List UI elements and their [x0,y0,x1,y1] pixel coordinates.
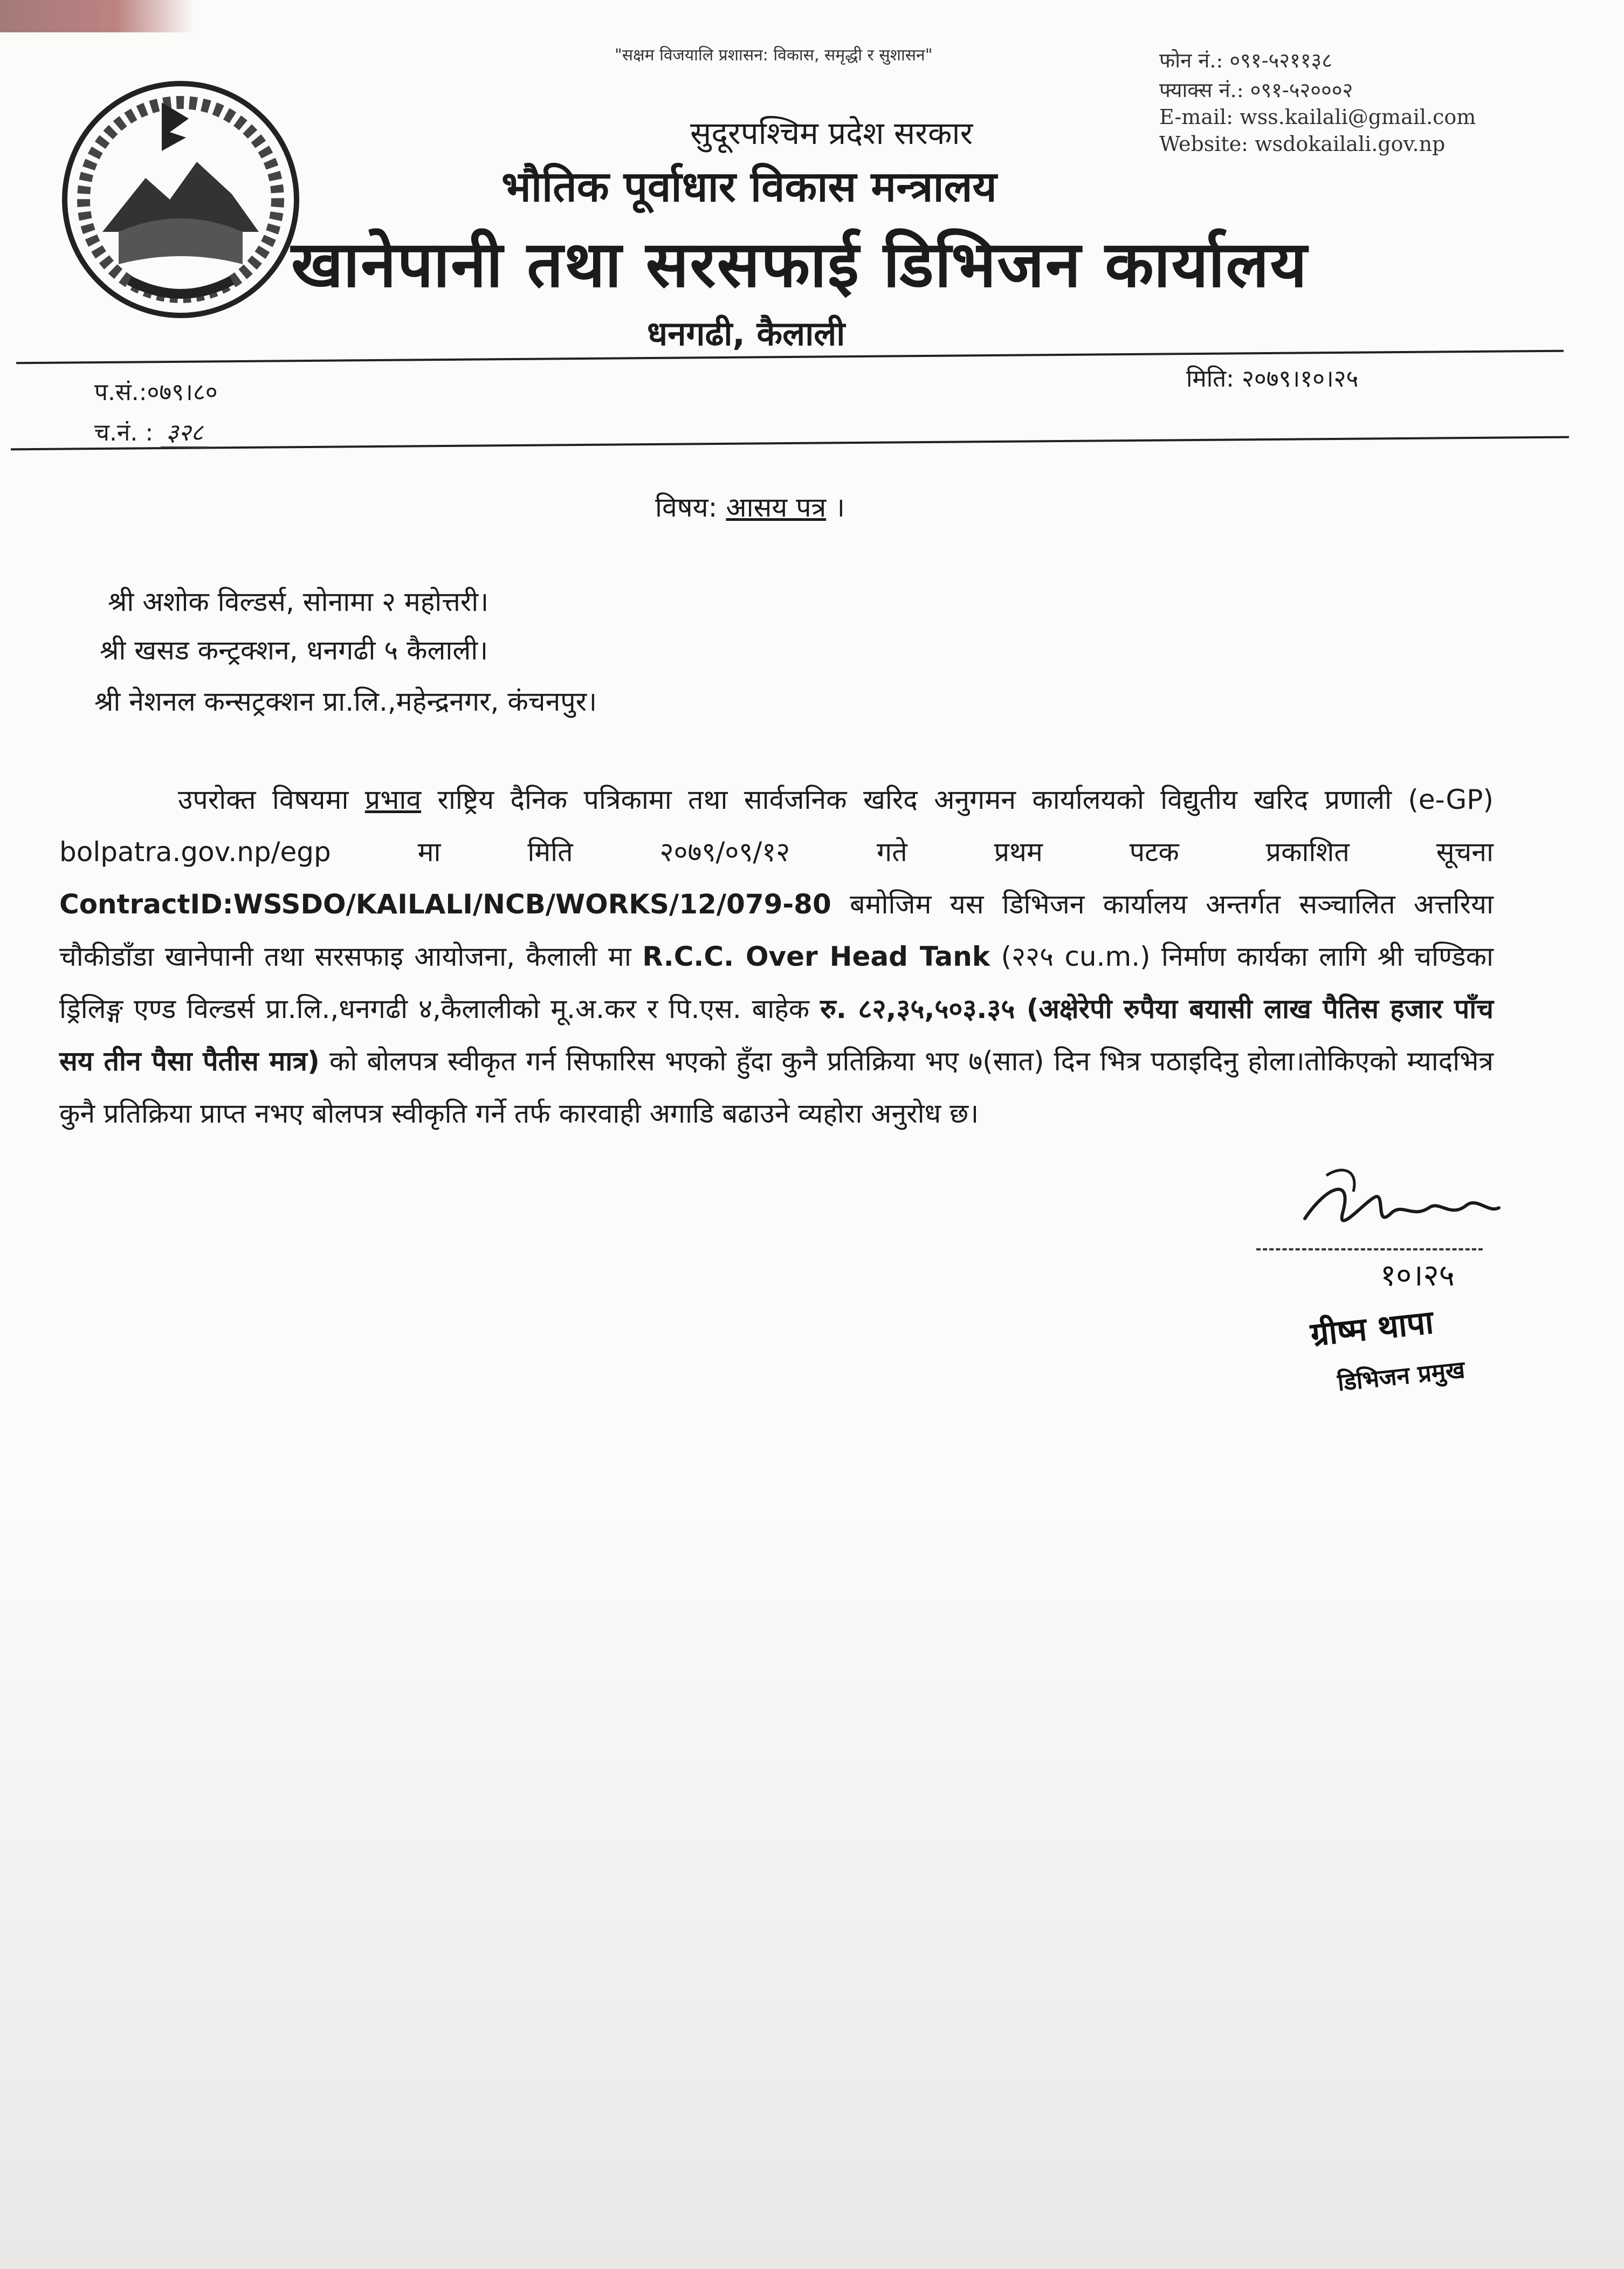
subject-end: । [835,492,845,523]
body-part-5: को बोलपत्र स्वीकृत गर्न सिफारिस भएको हुँदा कुनै प्रतिक्रिया भए ७(सात) दिन भित्र पठाइदिनु होला।तोकिएको म्यादभित्र कुनै प्रतिक्रिया प्राप्त नभए बोलपत्र स्वीकृति गर्ने तर्फ कारवाही अगाडि बढाउने व्यहोरा अनुरोध छ। [59,1046,1494,1129]
subject-text: आसय पत्र [726,492,827,523]
handwritten-signature-icon [1294,1154,1510,1251]
body-part-1: उपरोक्त विषयमा [178,784,349,815]
signatory-name: ग्रीष्म थापा [1309,1303,1435,1354]
contact-fax: फ्याक्स नं.: ०९१-५२०००२ [1159,78,1353,102]
reference-number: प.सं.:०७९।८० [94,379,218,406]
addressee: श्री नेशनल कन्सट्रक्शन प्रा.लि.,महेन्द्रनगर, कंचनपुर। [94,686,597,717]
body-part-2: राष्ट्रिय दैनिक पत्रिकामा तथा सार्वजनिक खरिद अनुगमन कार्यालयको विद्युतीय खरिद प्रणाली (e-GP) bolpatra.gov.np/egp मा मिति २०७९/०९/१२ गते प्रथम पटक प्रकाशित सूचना [59,784,1494,868]
bid-amount: रु. ८२,३५,५०३.३५ (अक्षेरेपी रुपैया बयासी लाख पैतिस हजार पाँच सय तीन पैसा पैतीस मात्र) [59,993,1494,1077]
newspaper-name: प्रभाव [364,784,422,815]
meta-rule [11,436,1569,451]
ministry-title: भौतिक पूर्वाधार विकास मन्त्रालय [501,163,997,211]
paper-shading [0,1510,1624,2269]
addressee: श्री खसड कन्ट्रक्शन, धनगढी ५ कैलाली। [100,635,488,666]
state-government-title: सुदूरपश्चिम प्रदेश सरकार [690,115,973,152]
letter-date: मिति: २०७९।१०।२५ [1186,365,1359,393]
signatory-role: डिभिजन प्रमुख [1336,1356,1467,1397]
office-title: खानेपानी तथा सरसफाई डिभिजन कार्यालय [291,227,1308,301]
signature-line [1256,1248,1483,1250]
dispatch-value: ३२८ [161,419,209,448]
subject-line [655,488,845,525]
addressee: श्री अशोक विल्डर्स, सोनामा २ महोत्तरी। [108,586,489,617]
contact-website: Website: wsdokailali.gov.np [1159,132,1446,156]
subject-label: विषय: [655,492,718,523]
header-motto: "सक्षम विजयालि प्रशासन: विकास, समृद्धी र सुशासन" [615,46,933,65]
page-edge-shadow [0,0,194,32]
contract-id: ContractID:WSSDO/KAILALI/NCB/WORKS/12/079-80 [59,889,831,920]
dispatch-number [94,415,209,448]
body-part-3: बमोजिम यस डिभिजन कार्यालय अन्तर्गत सञ्चालित अत्तरिया चौकीडाँडा खानेपानी तथा सरसफाइ आयोजना, कैलाली मा [59,889,1494,972]
nepal-emblem-icon [54,70,307,324]
signature-date: १०।२५ [1380,1258,1455,1293]
work-name: R.C.C. Over Head Tank [642,941,990,972]
office-location: धनगढी, कैलाली [647,314,845,353]
contact-phone: फोन नं.: ०९१-५२११३८ [1159,49,1333,72]
letter-body [59,774,1494,1140]
contact-email: E-mail: wss.kailali@gmail.com [1159,105,1476,129]
body-part-4: (२२५ cu.m.) निर्माण कार्यका लागि श्री चण्डिका ड्रिलिङ्ग एण्ड विल्डर्स प्रा.लि.,धनगढी ४,कैलालीको मू.अ.कर र पि.एस. बाहेक [59,941,1494,1025]
dispatch-label: च.नं. : [94,419,154,446]
